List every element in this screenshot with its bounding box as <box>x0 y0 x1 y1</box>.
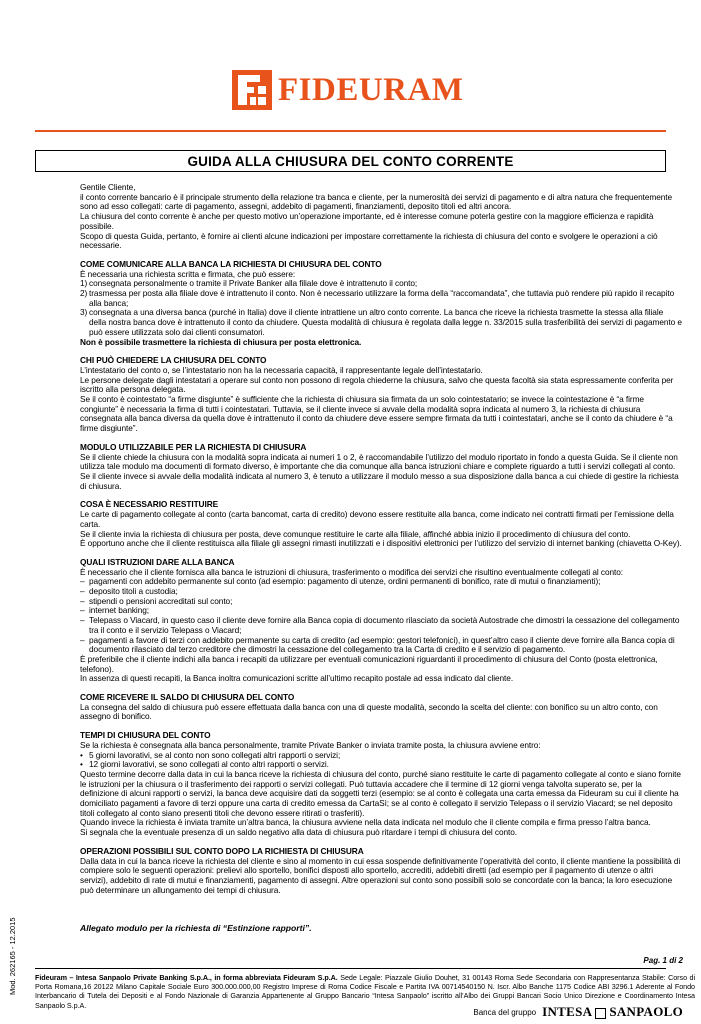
intesa-sanpaolo-mark-icon <box>595 1008 606 1019</box>
group-name-part: SANPAOLO <box>609 1004 683 1019</box>
paragraph: Se il cliente invece si avvale della modalità indicata al numero 3, è tenuto a utilizzare il modulo messo a sua disposizione dalla banca a cui chiede di gestire la richiesta di chiusura. <box>80 470 679 491</box>
section-lead: È necessario che il cliente fornisca alla banca le istruzioni di chiusura, trasferimento o modifica dei servizi che risultino eventualmente collegati al conto: <box>80 566 623 577</box>
section-title: CHI PUÒ CHIEDERE LA CHIUSURA DEL CONTO <box>80 355 267 366</box>
list-item: – Telepass o Viacard, in questo caso il cliente deve fornire alla Banca copia di documento rilasciato da società Autostrade che dimostri la cessazione del collegamento tra il conto e il servizio Telepass o Viacard; <box>80 616 682 635</box>
list-text: 12 giorni lavorativi, se sono collegati al conto altri rapporti o servizi. <box>89 759 329 770</box>
intesa-sanpaolo-logo <box>542 1004 683 1020</box>
section-lead: Se la richiesta è consegnata alla banca personalmente, tramite Private Banker o inviata tramite posta, la chiusura avviene entro: <box>80 739 541 750</box>
list-number: 2) <box>80 288 88 299</box>
group-badge <box>473 1004 683 1020</box>
list-number: 3) <box>80 307 88 318</box>
paragraph: La consegna del saldo di chiusura può essere effettuata dalla banca con una di queste modalità, secondo la scelta del cliente: con bonifico su un altro conto, con assegno di bonifico. <box>80 701 658 722</box>
list-item: • 5 giorni lavorativi, se al conto non sono collegati altri rapporti o servizi; <box>80 751 682 761</box>
paragraph: In assenza di questi recapiti, la Banca inoltra comunicazioni scritte all’ultimo recapito postale ad essa indicato dal cliente. <box>80 673 514 684</box>
intro-paragraph: La chiusura del conto corrente è anche per questo motivo un’operazione importante, ed è interesse comune poterla gestire con la maggiore efficienza e rapidità possibile. <box>80 211 654 231</box>
company-name: Fideuram – Intesa Sanpaolo Private Banking S.p.A., in forma abbreviata Fideuram S.p.A. <box>35 973 338 982</box>
list-text: consegnata a una diversa banca (purché in Italia) dove il cliente intrattiene un altro conto corrente. La banca che riceve la richiesta trasmette la stessa alla filiale della nostra banca dove è intrattenuto il conto da chiudere. Questa modalità di chiusura è regolata dalla legge n. 33/2015 sulla trasferibilità dei servizi di pagamento e può essere utilizzata solo dai clienti consumatori. <box>89 307 682 337</box>
list-item: – pagamenti con addebito permanente sul conto (ad esempio: pagamento di utenze, ordini permanenti di bonifico, rate di mutui o finanziamenti); <box>80 577 682 587</box>
document-title-box <box>35 150 666 172</box>
list-text: pagamenti con addebito permanente sul conto (ad esempio: pagamento di utenze, ordini permanenti di bonifico, rate di mutui o finanziamenti); <box>89 576 601 587</box>
fideuram-mark-icon <box>232 70 272 110</box>
paragraph: Questo termine decorre dalla data in cui la banca riceve la richiesta di chiusura del conto, purché siano restituite le carte di pagamento collegate al conto e siano fornite le istruzioni per la chiusura o il trasferimento dei rapporti o servizi collegati. Può tuttavia accadere che il termine di 12 giorni venga talvolta superato se, per la definizione di alcuni rapporti o servizi, la banca deve acquisire dati da soggetti terzi (esempio: se al conto è collegata una carta emessa da Fideuram su cui il cliente ha domiciliato pagamenti a favore di terzi oppure una carta di credito emessa da CartaSì; se al conto è collegato il servizio Telepass o il servizio Viacard; se nel deposito titoli collegato al conto siano presenti titoli che devono essere ritirati o trasferiti). <box>80 768 681 818</box>
section-lead: È necessaria una richiesta scritta e firmata, che può essere: <box>80 268 296 279</box>
company-details: Sede Legale: Piazzale Giulio Douhet, 31 00143 Roma Sede Secondaria con Rappresentanza Stabile: Corso di Porta Romana,16 20122 Milano Capitale Sociale Euro 300.000.000,00 Registro Imprese di Roma Codice Fiscale e Partita IVA 00714540150 N. Iscr. Albo Banche 1175 Codice ABI 3296.1 Aderente al Fondo Interbancario di Tutela dei Depositi e al Fondo Nazionale di Garanzia Appartenente al Gruppo Bancario “Intesa Sanpaolo” iscritto all’Albo dei Gruppi Bancari Socio Unico Direzione e Coordinamento Intesa Sanpaolo S.p.A. <box>35 973 695 1010</box>
list-text: Telepass o Viacard, in questo caso il cliente deve fornire alla Banca copia di documento rilasciato da società Autostrade che dimostri la cessazione del collegamento tra il conto e il servizio Telepass o Viacard; <box>89 615 680 635</box>
document-body <box>80 183 682 895</box>
paragraph: L’intestatario del conto o, se l’intestatario non ha la necessaria capacità, il rappresentante legale dell’intestatario. <box>80 364 483 375</box>
list-item: – internet banking; <box>80 606 682 616</box>
list-text: stipendi o pensioni accreditati sul conto; <box>89 595 233 606</box>
paragraph: È preferibile che il cliente indichi alla banca i recapiti da utilizzare per eventuali comunicazioni riguardanti il procedimento di chiusura del Conto (posta elettronica, telefono). <box>80 653 658 674</box>
header-divider <box>35 130 666 132</box>
section-form <box>80 443 682 492</box>
paragraph: Quando invece la richiesta è inviata tramite un’altra banca, la chiusura avviene nella data indicata nel modulo che il cliente compila e firma presso l’altra banca. <box>80 817 651 828</box>
document-title: GUIDA ALLA CHIUSURA DEL CONTO CORRENTE <box>187 153 514 169</box>
brand-name: FIDEURAM <box>278 72 464 108</box>
section-instructions <box>80 558 682 684</box>
paragraph: È opportuno anche che il cliente restituisca alla filiale gli assegni rimasti inutilizzati e i dispositivi elettronici per l’utilizzo del servizio di internet banking (chiavetta O-Key). <box>80 538 682 549</box>
group-label: Banca del gruppo <box>473 1007 537 1017</box>
section-title: TEMPI DI CHIUSURA DEL CONTO <box>80 730 211 741</box>
group-name-part: INTESA <box>542 1004 593 1019</box>
list-item: – stipendi o pensioni accreditati sul conto; <box>80 597 682 607</box>
footer-divider <box>35 968 666 969</box>
list-item <box>80 289 682 308</box>
list-text: internet banking; <box>89 605 149 616</box>
paragraph: Dalla data in cui la banca riceve la richiesta del cliente e sino al momento in cui essa sospende definitivamente l’operatività del conto, il cliente mantiene la possibilità di compiere solo le seguenti operazioni: prelievi allo sportello, bonifici disposti allo sportello, accrediti, addebiti diretti (ad esempio per il pagamento di utenze o altri servizi), addebito di rate di mutui e finanziamenti, pagamento di assegni. Altre operazioni sul conto sono possibili solo se concordate con la banca; la loro esecuzione può determinare un allungamento dei tempi di chiusura. <box>80 855 681 895</box>
intro-paragraph: Scopo di questa Guida, pertanto, è fornire ai clienti alcune indicazioni per impostare correttamente la richiesta di chiusura del conto e svolgere le operazioni a ciò necessarie. <box>80 230 658 251</box>
list-number: 1) <box>80 278 88 289</box>
page-number: Pag. 1 di 2 <box>643 956 683 965</box>
intro-paragraph: il conto corrente bancario è il principale strumento della relazione tra banca e cliente, per la numerosità dei servizi di pagamento e di altra natura che frequentemente sono ad esso collegati: carte di pagamento, assegni, addebito di pagamenti, finanziamenti, deposito titoli ed altri ancora. <box>80 191 673 212</box>
section-title: COSA È NECESSARIO RESTITUIRE <box>80 499 219 510</box>
section-title: QUALI ISTRUZIONI DARE ALLA BANCA <box>80 556 235 567</box>
list-text: pagamenti a favore di terzi con addebito permanente su carta di credito (ad esempio: gestori telefonici), in quest’altro caso il cliente deve fornire alla Banca copia di documento rilasciato dal terzo creditore che dimostri la cessazione del collegamento tra la Carta di credito e il servizio di pagamento. <box>89 634 675 655</box>
section-who-can-request <box>80 356 682 434</box>
section-title: COME COMUNICARE ALLA BANCA LA RICHIESTA DI CHIUSURA DEL CONTO <box>80 258 382 269</box>
list-text: deposito titoli a custodia; <box>89 586 178 597</box>
list-text: 5 giorni lavorativi, se al conto non sono collegati altri rapporti o servizi; <box>89 749 341 760</box>
section-balance <box>80 693 682 722</box>
paragraph: Se il cliente chiede la chiusura con la modalità sopra indicata ai numeri 1 o 2, è raccomandabile l’utilizzo del modulo riportato in fondo a questa Guida. Se il cliente non utilizza tale modulo ma documenti di formato diverso, è importante che dia comunque alla banca istruzioni chiare e complete riguardo a tutti i servizi collegati al conto. <box>80 451 678 472</box>
section-how-to-request <box>80 260 682 347</box>
paragraph: Se il cliente invia la richiesta di chiusura per posta, deve comunque restituire le carte alla filiale, affinché abbia inizio il procedimento di chiusura del conto. <box>80 528 631 539</box>
list-item: – deposito titoli a custodia; <box>80 587 682 597</box>
section-title: OPERAZIONI POSSIBILI SUL CONTO DOPO LA RICHIESTA DI CHIUSURA <box>80 845 364 856</box>
section-return-items <box>80 500 682 549</box>
section-timing <box>80 731 682 838</box>
list-text: consegnata personalmente o tramite il Private Banker alla filiale dove è intrattenuto il conto; <box>89 278 418 289</box>
list-item: – pagamenti a favore di terzi con addebito permanente su carta di credito (ad esempio: gestori telefonici), in quest’altro caso il cliente deve fornire alla Banca copia di documento rilasciato dal terzo creditore che dimostri la cessazione del collegamento tra la Carta di credito e il servizio di pagamento. <box>80 636 682 655</box>
paragraph: Le carte di pagamento collegate al conto (carta bancomat, carta di credito) devono essere restituite alla banca, come indicato nei contratti firmati per l’emissione della carta. <box>80 509 674 529</box>
paragraph: Si segnala che la eventuale presenza di un saldo negativo alla data di chiusura può ritardare i tempi di chiusura del conto. <box>80 827 518 838</box>
attachment-note: Allegato modulo per la richiesta di “Estinzione rapporti”. <box>80 923 312 933</box>
list-text: trasmessa per posta alla filiale dove è intrattenuto il conto. Non è necessario utilizzare la forma della “raccomandata”, che tuttavia può rendere più rapido il recapito alla banca; <box>89 288 675 308</box>
paragraph: Le persone delegate dagli intestatari a operare sul conto non possono di regola chiederne la chiusura, salvo che questa facoltà sia stata espressamente conferita per iscritto alla persona delegata. <box>80 374 674 395</box>
fideuram-logo <box>232 70 463 110</box>
section-note: Non è possibile trasmettere la richiesta di chiusura per posta elettronica. <box>80 336 362 347</box>
list-item: • 12 giorni lavorativi, se sono collegati al conto altri rapporti o servizi. <box>80 760 682 770</box>
section-operations <box>80 847 682 896</box>
list-item <box>80 308 682 337</box>
section-title: COME RICEVERE IL SALDO DI CHIUSURA DEL CONTO <box>80 692 295 703</box>
form-code: Mod. 262165 - 12.2015 <box>8 917 17 995</box>
greeting: Gentile Cliente, <box>80 182 136 192</box>
paragraph: Se il conto è cointestato “a firme disgiunte” è sufficiente che la richiesta di chiusura sia firmata da un solo cointestatario; se invece la cointestazione è “a firme congiunte” è necessaria la firma di tutti i cointestatari. Tuttavia, se il cliente invece si avvale della modalità sopra indicata al numero 3, la richiesta di chiusura consegnata alla banca diversa da quella dove è intrattenuto il conto da chiudere deve essere sempre firmata da tutti i cointestatari, anche se il conto da chiudere è “a firme disgiunte”. <box>80 394 673 434</box>
section-title: MODULO UTILIZZABILE PER LA RICHIESTA DI CHIUSURA <box>80 441 307 452</box>
